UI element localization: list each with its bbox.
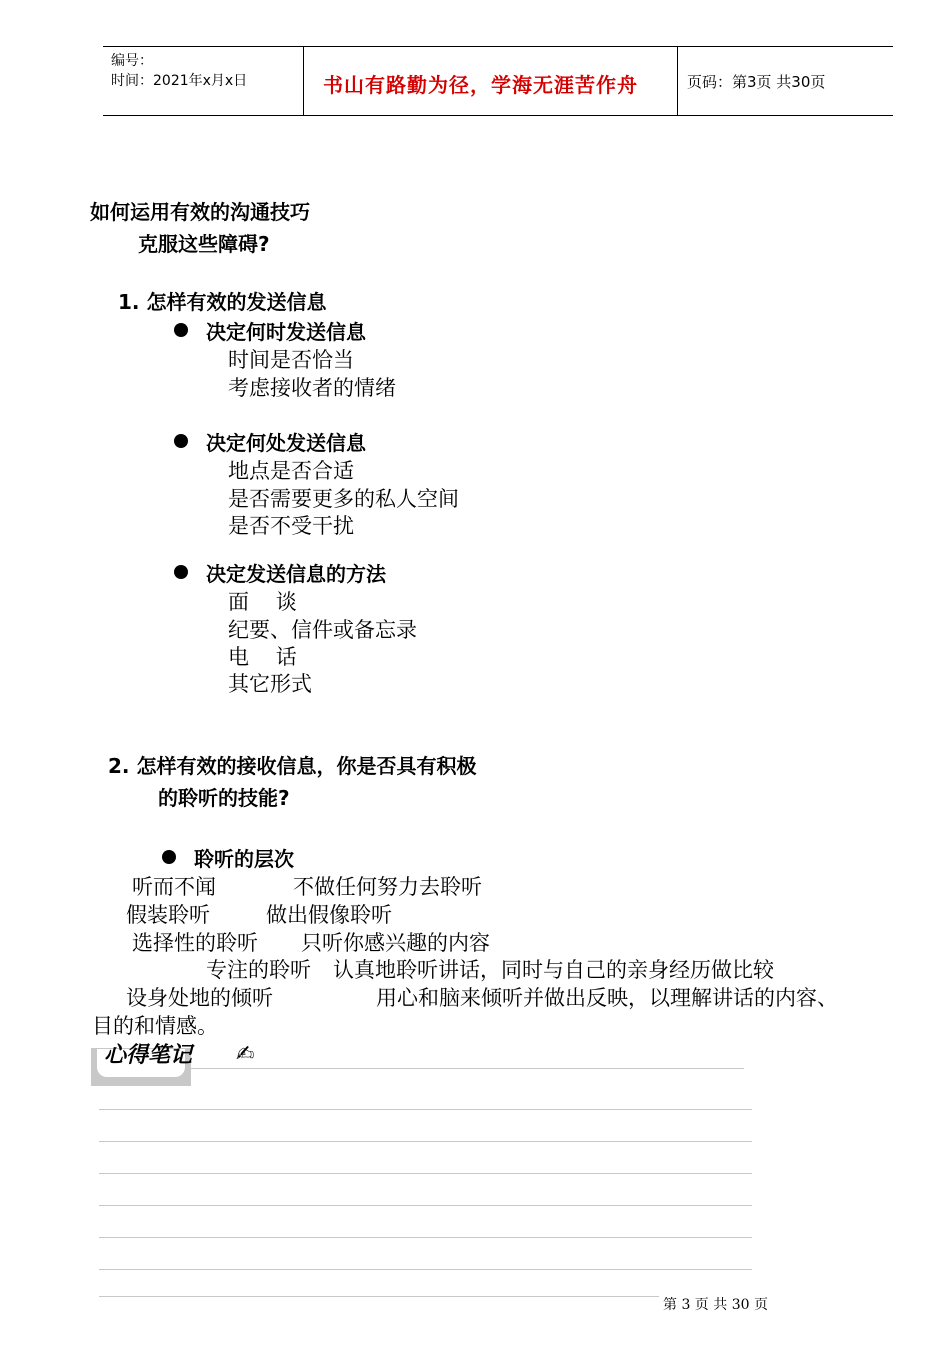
bullet-dot-icon [162,850,176,864]
bullet-item: 聆听的层次 [162,843,294,872]
bullet-item: 决定何处发送信息 [174,427,366,456]
listening-level-desc: 认真地聆听讲话，同时与自己的亲身经历做比较 [333,958,774,982]
sub-item: 纪要、信件或备忘录 [228,618,417,642]
header-meta [111,51,247,91]
listening-level-desc: 用心和脑来倾听并做出反映，以理解讲话的内容、 [376,986,838,1010]
sub-item: 地点是否合适 [228,459,354,483]
header-table [103,46,893,116]
notes-line[interactable] [99,1269,752,1270]
notes-line[interactable] [99,1109,752,1110]
sub-item: 其它形式 [228,672,312,696]
section2-heading: 2. 怎样有效的接收信息，你是否具有积极 [108,754,477,778]
bullet-item: 决定何时发送信息 [174,316,366,345]
sub-item: 面 谈 [228,590,297,614]
section2-heading-cont: 的聆听的技能? [158,786,290,810]
notes-line[interactable] [99,1173,752,1174]
pen-icon: ✍ [236,1042,255,1067]
sub-item: 是否需要更多的私人空间 [228,487,459,511]
bullet-dot-icon [174,323,188,337]
header-motto: 书山有路勤为径，学海无涯苦作舟 [323,73,638,97]
notes-line[interactable] [99,1205,752,1206]
section1-heading: 1. 怎样有效的发送信息 [118,290,327,314]
bullet-dot-icon [174,565,188,579]
listening-level-name: 听而不闻 [132,875,216,899]
notes-line[interactable] [99,1296,659,1297]
listening-level-name: 假装聆听 [126,903,210,927]
notes-label: 心得笔记 [104,1042,193,1068]
notes-line[interactable] [99,1237,752,1238]
listening-level-desc: 做出假像聆听 [266,903,392,927]
document-date: 时间：2021年x月x日 [111,73,248,89]
listening-level-desc: 只听你感兴趣的内容 [301,931,490,955]
page-title-line2: 克服这些障碍? [138,232,270,256]
bullet-dot-icon [174,434,188,448]
bullet-item: 决定发送信息的方法 [174,558,386,587]
listening-level-continuation: 目的和情感。 [92,1014,218,1038]
header-page-number: 页码：第3页 共30页 [687,73,826,91]
listening-level-desc: 不做任何努力去聆听 [293,875,482,899]
footer-page-number: 第 3 页 共 30 页 [663,1297,768,1313]
header-divider [303,47,304,115]
notes-line[interactable] [190,1068,744,1069]
listening-level-name: 选择性的聆听 [132,931,258,955]
listening-level-name: 专注的聆听 [206,958,311,982]
notes-line[interactable] [99,1141,752,1142]
sub-item: 时间是否恰当 [228,348,354,372]
sub-item: 考虑接收者的情绪 [228,376,396,400]
page-title-line1: 如何运用有效的沟通技巧 [90,200,310,224]
sub-item: 电 话 [228,645,297,669]
listening-level-name: 设身处地的倾听 [126,986,273,1010]
sub-item: 是否不受干扰 [228,514,354,538]
document-number: 编号： [111,53,153,69]
header-divider [677,47,678,115]
